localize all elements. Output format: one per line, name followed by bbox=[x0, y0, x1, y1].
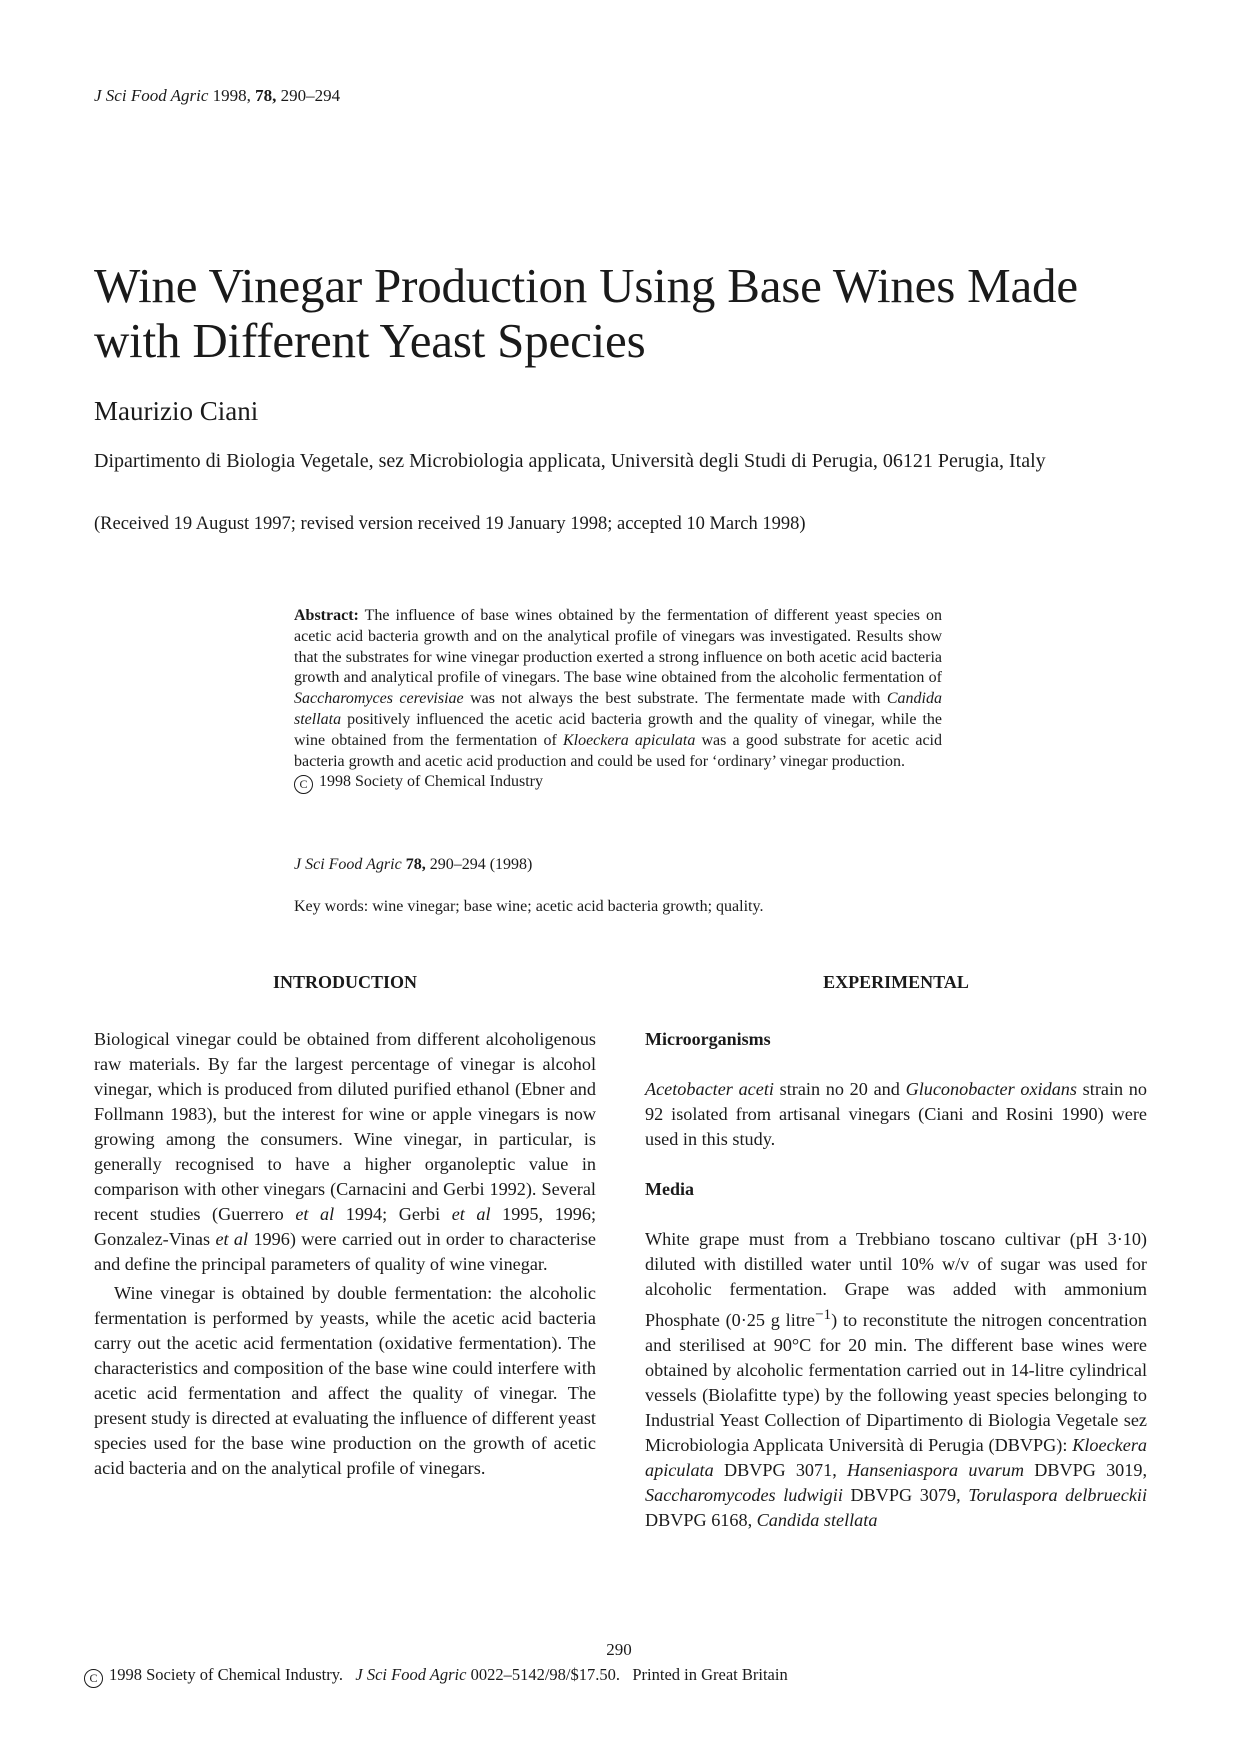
spacer bbox=[645, 1152, 1147, 1177]
species-name: Saccharomyces cerevisiae bbox=[294, 690, 464, 708]
species-name: Gluconobacter oxidans bbox=[905, 1079, 1077, 1099]
intro-text: 1996) were carried out in order to characterise and define the principal parameters of quality of wine vinegar. bbox=[94, 1229, 596, 1274]
page-number: 290 bbox=[606, 1640, 632, 1659]
micro-text: strain no 20 and bbox=[773, 1079, 906, 1099]
running-head-volume: 78, bbox=[255, 86, 277, 105]
received-dates: (Received 19 August 1997; revised version received 19 January 1998; accepted 10 March 1998) bbox=[94, 514, 806, 534]
species-name: Candida stellata bbox=[294, 690, 942, 728]
right-column bbox=[645, 970, 1147, 1533]
intro-text: 1995, 1996; Gonzalez-Vinas bbox=[94, 1204, 597, 1249]
abstract bbox=[294, 606, 942, 794]
running-head-journal: J Sci Food Agric bbox=[94, 86, 209, 105]
experimental-heading: EXPERIMENTAL bbox=[823, 972, 969, 992]
left-column bbox=[94, 970, 596, 1481]
abstract-text-4: was a good substrate for acetic acid bacteria growth and acetic acid production and could be used for ‘ordinary’ vinegar production. bbox=[294, 731, 943, 770]
page-footer bbox=[84, 1665, 788, 1688]
micro-text: strain no 92 isolated from artisanal vinegars (Ciani and Rosini 1990) were used in this study. bbox=[645, 1079, 1147, 1149]
abstract-text-3: positively influenced the acetic acid bacteria growth and the quality of vinegar, while the wine obtained from the fermentation of bbox=[294, 710, 942, 749]
media-text: DBVPG 3079, bbox=[842, 1485, 969, 1506]
et-al: et al bbox=[215, 1229, 249, 1249]
author-name: Maurizio Ciani bbox=[94, 396, 259, 426]
paper-title: Wine Vinegar Production Using Base Wines Made with Different Yeast Species bbox=[94, 258, 1078, 368]
citation-line bbox=[294, 856, 532, 874]
species-name: Kloeckera apiculata bbox=[645, 1435, 1147, 1481]
et-al: et al bbox=[451, 1204, 491, 1224]
citation-journal: J Sci Food Agric bbox=[294, 856, 402, 873]
running-head-year: 1998, bbox=[212, 86, 251, 105]
media-text: White grape must from a Trebbiano toscano cultivar (pH 3·10) diluted with distilled water until 10% w/v of sugar was used for alcoholic fermentation. Grape was added with ammonium Phosphate (0·25 g litre bbox=[645, 1229, 1147, 1331]
et-al: et al bbox=[295, 1204, 335, 1224]
copyright-icon: C bbox=[294, 775, 313, 794]
running-head-pages: 290–294 bbox=[280, 86, 341, 105]
keywords: Key words: wine vinegar; base wine; acetic acid bacteria growth; quality. bbox=[294, 898, 764, 915]
abstract-text-2: was not always the best substrate. The fermentate made with bbox=[463, 690, 887, 708]
media-paragraph bbox=[645, 1227, 1147, 1533]
abstract-copyright: 1998 Society of Chemical Industry bbox=[319, 773, 543, 791]
microorganisms-paragraph bbox=[645, 1077, 1147, 1152]
species-name: Kloeckera apiculata bbox=[562, 731, 696, 749]
superscript: −1 bbox=[814, 1306, 832, 1323]
species-name: Acetobacter aceti bbox=[645, 1079, 774, 1099]
species-name: Candida stellata bbox=[756, 1510, 878, 1531]
abstract-text-1: The influence of base wines obtained by the fermentation of different yeast species on acetic acid bacteria growth and on the analytical profile of vinegars was investigated. Results show that the substrates for wine vinegar production exerted a strong influence on both acetic acid bacteria growth and analytical profile of vinegars. The base wine obtained from the alcoholic fermentation of bbox=[294, 607, 942, 687]
species-name: Hanseniaspora uvarum bbox=[847, 1460, 1024, 1481]
intro-paragraph-1 bbox=[94, 1027, 596, 1277]
species-name: Saccharomycodes ludwigii bbox=[645, 1485, 843, 1506]
footer-issn-price: 0022–5142/98/$17.50. bbox=[470, 1665, 620, 1684]
abstract-label: Abstract: bbox=[294, 607, 359, 624]
microorganisms-heading: Microorganisms bbox=[645, 1029, 771, 1049]
citation-volume: 78, bbox=[405, 856, 426, 873]
media-text: DBVPG 3019, bbox=[1023, 1460, 1147, 1481]
citation-rest: 290–294 (1998) bbox=[425, 856, 533, 873]
media-text: ) to reconstitute the nitrogen concentration and sterilised at 90°C for 20 min. The different base wines were obtained by alcoholic fermentation carried out in 14-litre cylindrical vessels (Biolafitte type) by the following yeast species belonging to Industrial Yeast Collection of Dipartimento di Biologia Vegetale sez Microbiologia Applicata Università di Perugia (DBVPG): bbox=[645, 1310, 1147, 1456]
intro-text: 1994; Gerbi bbox=[334, 1204, 452, 1224]
media-text: DBVPG 3071, bbox=[713, 1460, 847, 1481]
footer-copyright: 1998 Society of Chemical Industry. bbox=[109, 1665, 344, 1684]
introduction-heading: INTRODUCTION bbox=[272, 972, 418, 992]
intro-text: Biological vinegar could be obtained from different alcoholigenous raw materials. By far the largest percentage of vinegar is alcohol vinegar, which is produced from diluted purified ethanol (Ebner and Follmann 1983), but the interest for wine or apple vinegars is now growing among the consumers. Wine vinegar, in particular, is generally recognised to have a higher organoleptic value in comparison with other vinegars (Carnacini and Gerbi 1992). Several recent studies (Guerrero bbox=[94, 1029, 596, 1224]
author-affiliation: Dipartimento di Biologia Vegetale, sez Microbiologia applicata, Università degli Studi di Perugia, 06121 Perugia, Italy bbox=[94, 450, 1046, 472]
footer-journal: J Sci Food Agric bbox=[355, 1665, 467, 1684]
footer-printed: Printed in Great Britain bbox=[632, 1665, 788, 1684]
intro-paragraph-2: Wine vinegar is obtained by double fermentation: the alcoholic fermentation is performed by yeasts, while the acetic acid bacteria carry out the acetic acid fermentation (oxidative fermentation). The characteristics and composition of the base wine could interfere with acetic acid fermentation and affect the quality of vinegar. The present study is directed at evaluating the influence of different yeast species used for the base wine production on the growth of acetic acid bacteria and on the analytical profile of vinegars. bbox=[94, 1283, 596, 1478]
media-text: DBVPG 6168, bbox=[645, 1510, 757, 1531]
running-head bbox=[94, 86, 340, 106]
copyright-icon: C bbox=[84, 1669, 103, 1688]
media-heading: Media bbox=[645, 1179, 694, 1199]
species-name: Torulaspora delbrueckii bbox=[968, 1485, 1147, 1506]
